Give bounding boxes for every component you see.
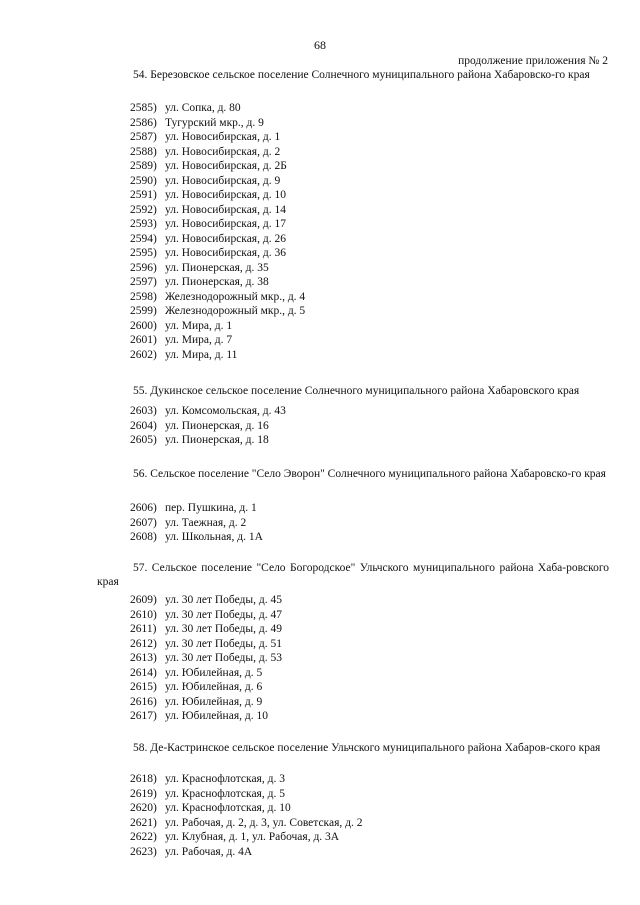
entry-number: 2622) — [130, 831, 157, 843]
entry-number: 2619) — [130, 787, 157, 800]
entry-address: ул. 30 лет Победы, д. 45 — [165, 594, 282, 606]
entry-number: 2620) — [130, 802, 157, 814]
entry-address: ул. Юбилейная, д. 10 — [165, 710, 268, 722]
entry-address: ул. Мира, д. 7 — [165, 334, 233, 346]
entry-address: ул. Новосибирская, д. 14 — [165, 203, 286, 216]
entry-address: ул. Рабочая, д. 4А — [165, 845, 253, 858]
entry-number: 2595) — [130, 247, 157, 259]
section-heading: 55. Дукинское сельское поселение Солнечного муниципального района Хабаровского края — [133, 385, 580, 397]
list-item — [130, 501, 263, 516]
entry-address: ул. Мира, д. 1 — [165, 319, 233, 332]
entry-address: ул. 30 лет Победы, д. 47 — [165, 608, 282, 621]
entry-address: ул. 30 лет Победы, д. 51 — [165, 637, 282, 650]
entry-number: 2610) — [130, 608, 157, 621]
entry-address: ул. Новосибирская, д. 10 — [165, 189, 286, 201]
list-item — [130, 159, 305, 174]
list-item — [130, 217, 305, 232]
entry-number: 2611) — [130, 623, 157, 635]
entry-number: 2604) — [130, 419, 157, 432]
entry-number: 2594) — [130, 232, 157, 245]
entry-address: ул. Новосибирская, д. 26 — [165, 232, 286, 245]
appendix-note: продолжение приложения № 2 — [458, 55, 608, 67]
entry-number: 2596) — [130, 261, 157, 274]
list-item — [130, 845, 362, 860]
list-item — [130, 801, 362, 816]
section-heading: 57. Сельское поселение "Село Богородское" Ульчского муниципального района Хаба-ровского края — [97, 562, 609, 588]
entry-address: ул. Юбилейная, д. 9 — [165, 695, 263, 708]
entry-address: ул. Краснофлотская, д. 10 — [165, 802, 291, 814]
entry-address: ул. Комсомольская, д. 43 — [165, 405, 286, 417]
list-item — [130, 830, 362, 845]
list-item — [130, 232, 305, 247]
entry-number: 2607) — [130, 516, 157, 529]
list-item — [130, 174, 305, 189]
entry-number: 2616) — [130, 695, 157, 708]
entry-number: 2613) — [130, 652, 157, 664]
list-item — [130, 637, 282, 652]
list-item — [130, 203, 305, 218]
section-heading: 54. Березовское сельское поселение Солнечного муниципального района Хабаровско-го края — [133, 69, 590, 81]
entry-address: ул. Краснофлотская, д. 3 — [165, 773, 285, 785]
entry-number: 2608) — [130, 531, 157, 543]
entry-address: ул. Краснофлотская, д. 5 — [165, 787, 285, 800]
entry-number: 2597) — [130, 276, 157, 288]
entry-number: 2621) — [130, 816, 157, 829]
list-item — [130, 709, 282, 724]
entry-address: ул. Мира, д. 11 — [165, 348, 238, 361]
list-item — [130, 608, 282, 623]
list-item — [130, 680, 282, 695]
entry-address: ул. Новосибирская, д. 9 — [165, 174, 281, 187]
list-item — [130, 101, 305, 116]
page-number: 68 — [314, 38, 326, 52]
entry-address: ул. Школьная, д. 1А — [165, 531, 263, 543]
list-item — [130, 290, 305, 305]
entry-number: 2615) — [130, 681, 157, 693]
entry-number: 2586) — [130, 116, 157, 129]
entry-address: ул. Новосибирская, д. 2Б — [165, 160, 287, 172]
entry-address: Тугурский мкр., д. 9 — [165, 116, 264, 129]
entry-number: 2592) — [130, 203, 157, 216]
list-item — [130, 695, 282, 710]
entry-number: 2589) — [130, 160, 157, 172]
entry-number: 2623) — [130, 845, 157, 858]
entry-number: 2618) — [130, 773, 157, 785]
list-item — [130, 348, 305, 363]
address-list — [130, 101, 305, 362]
list-item — [130, 433, 286, 448]
entry-number: 2598) — [130, 290, 157, 303]
address-list — [130, 593, 282, 724]
list-item — [130, 261, 305, 276]
list-item — [130, 130, 305, 145]
entry-address: ул. Пионерская, д. 18 — [165, 434, 269, 446]
address-list — [130, 772, 362, 859]
entry-number: 2599) — [130, 305, 157, 317]
entry-address: Железнодорожный мкр., д. 5 — [165, 305, 306, 317]
entry-address: ул. Пионерская, д. 38 — [165, 276, 269, 288]
entry-address: ул. Пионерская, д. 16 — [165, 419, 269, 432]
list-item — [130, 188, 305, 203]
list-item — [130, 333, 305, 348]
entry-address: ул. Юбилейная, д. 5 — [165, 666, 263, 679]
entry-number: 2587) — [130, 131, 157, 143]
entry-address: Железнодорожный мкр., д. 4 — [165, 290, 306, 303]
list-item — [130, 304, 305, 319]
entry-address: ул. Новосибирская, д. 17 — [165, 218, 286, 230]
section-heading: 58. Де-Кастринское сельское поселение Ульчского муниципального района Хабаров-ского края — [133, 742, 601, 754]
section-heading: 56. Сельское поселение "Село Эворон" Солнечного муниципального района Хабаровско-го края — [133, 468, 606, 480]
entry-address: ул. Новосибирская, д. 2 — [165, 145, 281, 158]
entry-address: ул. Таежная, д. 2 — [165, 516, 247, 529]
entry-number: 2601) — [130, 334, 157, 346]
list-item — [130, 404, 286, 419]
list-item — [130, 530, 263, 545]
entry-address: ул. 30 лет Победы, д. 53 — [165, 652, 282, 664]
entry-number: 2591) — [130, 189, 157, 201]
entry-address: ул. Юбилейная, д. 6 — [165, 681, 263, 693]
entry-number: 2605) — [130, 434, 157, 446]
list-item — [130, 787, 362, 802]
list-item — [130, 116, 305, 131]
entry-number: 2614) — [130, 666, 157, 679]
entry-address: ул. 30 лет Победы, д. 49 — [165, 623, 282, 635]
list-item — [130, 419, 286, 434]
entry-address: ул. Пионерская, д. 35 — [165, 261, 269, 274]
entry-number: 2617) — [130, 710, 157, 722]
entry-number: 2585) — [130, 102, 157, 114]
list-item — [130, 772, 362, 787]
entry-number: 2590) — [130, 174, 157, 187]
entry-number: 2593) — [130, 218, 157, 230]
entry-number: 2600) — [130, 319, 157, 332]
entry-address: пер. Пушкина, д. 1 — [165, 502, 257, 514]
list-item — [130, 593, 282, 608]
entry-address: ул. Клубная, д. 1, ул. Рабочая, д. 3А — [165, 831, 340, 843]
address-list — [130, 404, 286, 448]
entry-address: ул. Сопка, д. 80 — [165, 102, 241, 114]
list-item — [130, 275, 305, 290]
list-item — [130, 816, 362, 831]
list-item — [130, 145, 305, 160]
list-item — [130, 516, 263, 531]
entry-number: 2612) — [130, 637, 157, 650]
entry-address: ул. Новосибирская, д. 1 — [165, 131, 281, 143]
entry-number: 2603) — [130, 405, 157, 417]
entry-number: 2606) — [130, 502, 157, 514]
list-item — [130, 622, 282, 637]
entry-number: 2609) — [130, 594, 157, 606]
list-item — [130, 666, 282, 681]
entry-address: ул. Рабочая, д. 2, д. 3, ул. Советская, д. 2 — [165, 816, 363, 829]
address-list — [130, 501, 263, 545]
entry-address: ул. Новосибирская, д. 36 — [165, 247, 286, 259]
list-item — [130, 319, 305, 334]
list-item — [130, 651, 282, 666]
list-item — [130, 246, 305, 261]
entry-number: 2602) — [130, 348, 157, 361]
entry-number: 2588) — [130, 145, 157, 158]
